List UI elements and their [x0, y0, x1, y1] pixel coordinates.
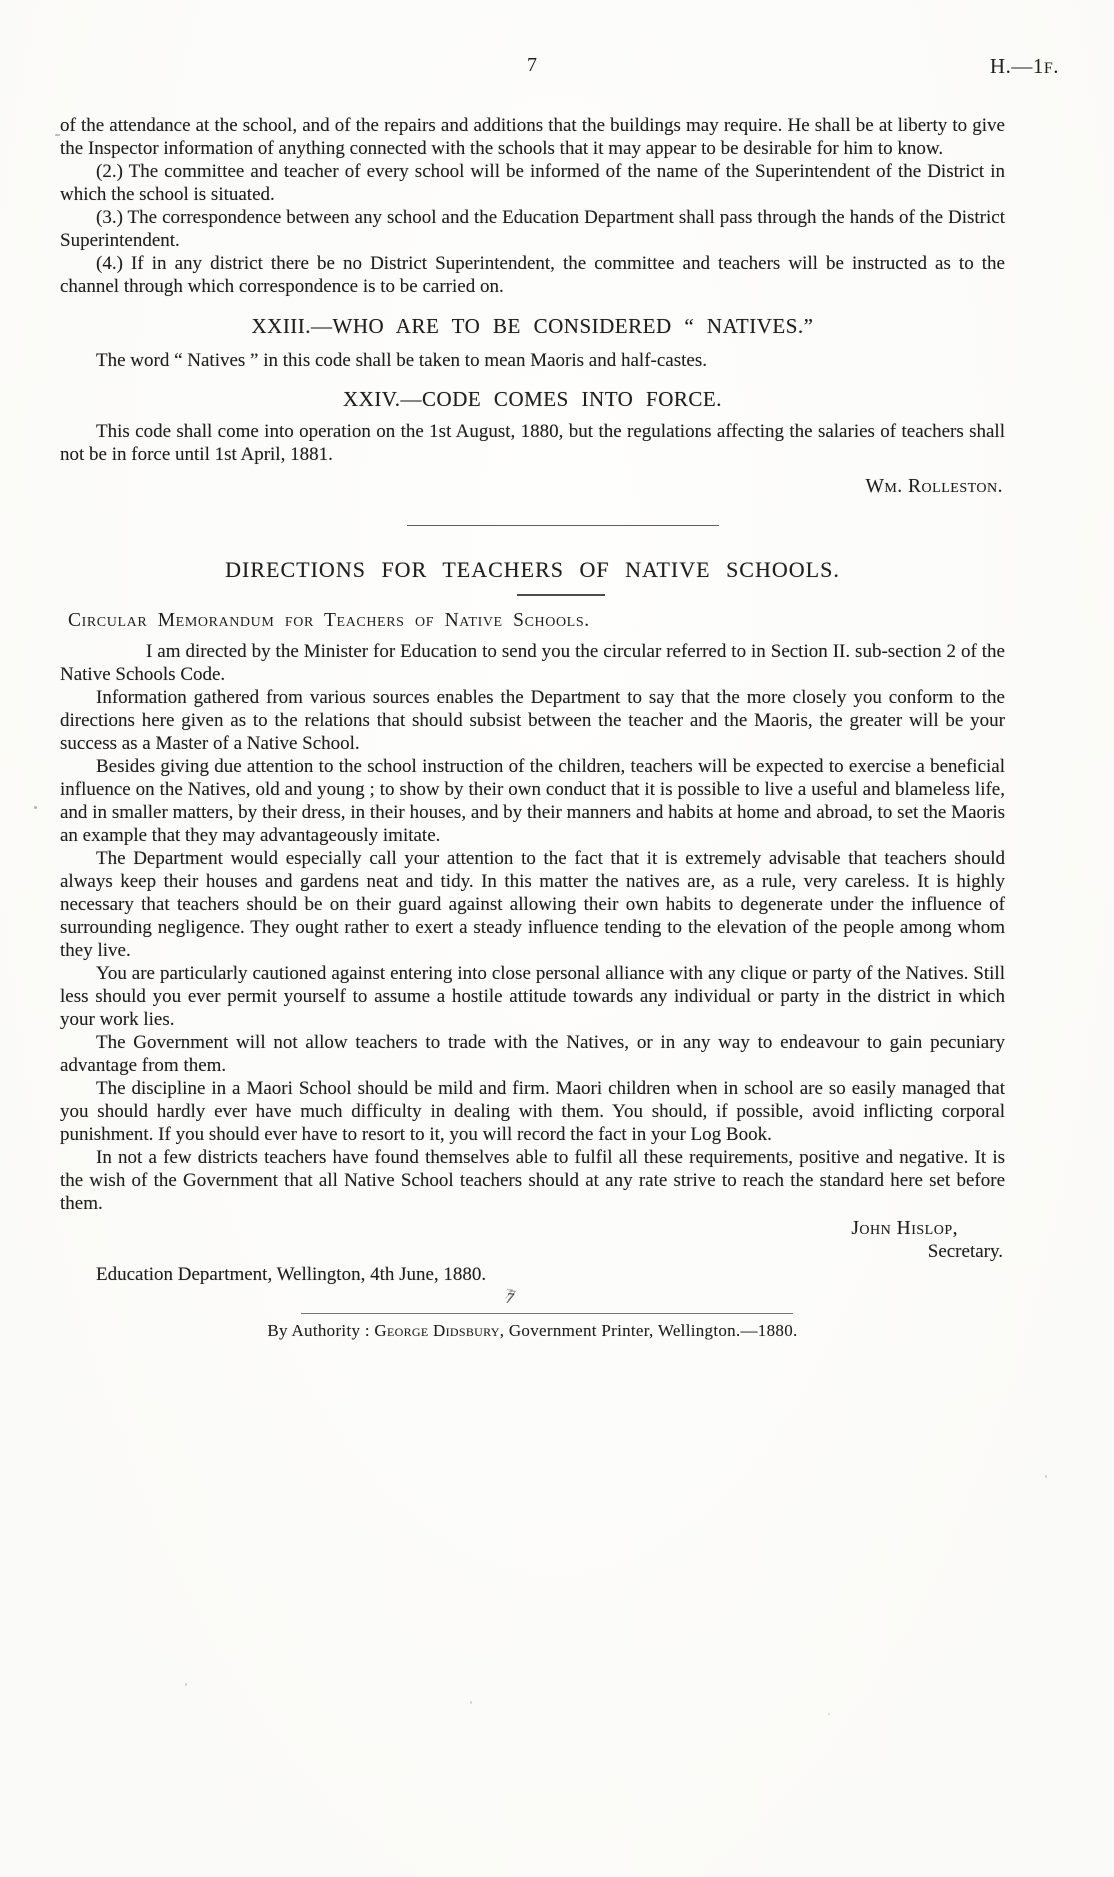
imprint-printer-name: George Didsbury: [374, 1321, 500, 1340]
paragraph-4: (4.) If in any district there be no District Superintendent, the committee and teachers will be instructed as to the channel through which correspondence is to be carried on.: [60, 253, 1005, 297]
directions-heading: DIRECTIONS FOR TEACHERS OF NATIVE SCHOOLS.: [225, 557, 840, 582]
printer-imprint: [60, 1321, 1005, 1341]
document-reference-dot: .: [1053, 54, 1059, 78]
imprint-prefix: By Authority :: [267, 1321, 375, 1340]
directions-paragraph-2: Information gathered from various sources enables the Department to say that the more closely you conform to the directions here given as to the relations that should subsist between the teacher and the Maoris, the greater will be your success as a Master of a Native School.: [60, 687, 1005, 754]
document-reference: [990, 54, 1059, 79]
imprint-suffix: , Government Printer, Wellington.—1880.: [499, 1321, 798, 1340]
document-reference-letter: F: [1043, 60, 1054, 77]
signature-rolleston: Wm. Rolleston.: [865, 476, 1003, 497]
section-xxiii-body: The word “ Natives ” in this code shall be taken to mean Maoris and half-castes.: [96, 350, 707, 371]
page-number: 7: [527, 54, 538, 76]
ink-mark: 7: [505, 1290, 515, 1308]
section-heading-xxiv: XXIV.—CODE COMES INTO FORCE.: [342, 387, 722, 411]
ink-speck: [185, 1683, 187, 1686]
paragraph-3: (3.) The correspondence between any school and the Education Department shall pass through the hands of the District Superintendent.: [60, 207, 1005, 251]
heading-underline-rule: [517, 594, 605, 596]
section-xxiv-body: This code shall come into operation on the 1st August, 1880, but the regulations affecting the salaries of teachers shall not be in force until 1st April, 1881.: [60, 421, 1005, 465]
paragraph-2: (2.) The committee and teacher of every school will be informed of the name of the Superintendent of the District in which the school is situated.: [60, 161, 1005, 205]
circular-memorandum-subheading: Circular Memorandum for Teachers of Native Schools.: [68, 610, 590, 631]
directions-paragraph-1: I am directed by the Minister for Education to send you the circular referred to in Section II. sub-section 2 of the Native Schools Code.: [60, 641, 1005, 685]
ink-speck: [828, 1713, 830, 1715]
ink-speck: [34, 806, 37, 809]
directions-paragraph-7: The discipline in a Maori School should be mild and firm. Maori children when in school are so easily managed that you should hardly ever have much difficulty in dealing with them. You should, if possible, avoid inflicting corporal punishment. If you should ever have to resort to it, you will record the fact in your Log Book.: [60, 1078, 1005, 1145]
signature-hislop-title: Secretary.: [927, 1241, 1003, 1262]
section-heading-xxiii: XXIII.—WHO ARE TO BE CONSIDERED “ NATIVES.”: [251, 314, 814, 338]
directions-paragraph-8: In not a few districts teachers have found themselves able to fulfil all these requirements, positive and negative. It is the wish of the Government that all Native School teachers should at any rate strive to reach the standard here set before them.: [60, 1147, 1005, 1214]
directions-paragraph-3: Besides giving due attention to the school instruction of the children, teachers will be expected to exercise a beneficial influence on the Natives, old and young ; to show by their own conduct that it is possible to live a useful and blameless life, and in smaller matters, by their dress, in their houses, and by their manners and habits at home and abroad, to set the Maoris an example that they may advantageously imitate.: [60, 756, 1005, 846]
directions-paragraph-6: The Government will not allow teachers to trade with the Natives, or in any way to endeavour to gain pecuniary advantage from them.: [60, 1032, 1005, 1076]
intro-paragraphs: [60, 114, 1005, 298]
ink-speck: [470, 1701, 472, 1704]
dateline: Education Department, Wellington, 4th June, 1880.: [96, 1264, 487, 1285]
footer-divider-rule: [301, 1313, 793, 1314]
text-column: [60, 0, 1059, 1341]
document-reference-main: H.—1: [989, 54, 1044, 78]
paragraph-continuation: of the attendance at the school, and of the repairs and additions that the buildings may require. He shall be at liberty to give the Inspector information of anything connected with the schools that it may appear to be desirable for him to know.: [60, 115, 1005, 159]
signature-hislop-name: John Hislop,: [851, 1218, 958, 1239]
ink-speck: [1045, 1475, 1047, 1478]
directions-paragraphs: [60, 640, 1005, 1215]
page-header: [60, 54, 1059, 84]
directions-paragraph-5: You are particularly cautioned against entering into close personal alliance with any clique or party of the Natives. Still less should you ever permit yourself to assume a hostile attitude towards any individual or party in the district in which your work lies.: [60, 963, 1005, 1030]
section-divider-rule: [407, 525, 719, 526]
directions-paragraph-4: The Department would especially call your attention to the fact that it is extremely advisable that teachers should always keep their houses and gardens neat and tidy. In this matter the natives are, as a rule, very careless. It is highly necessary that teachers should be on their guard against allowing their own habits to degenerate under the influence of surrounding negligence. They ought rather to exert a steady influence tending to the elevation of the people among whom they live.: [60, 848, 1005, 961]
ink-speck: [55, 134, 60, 136]
